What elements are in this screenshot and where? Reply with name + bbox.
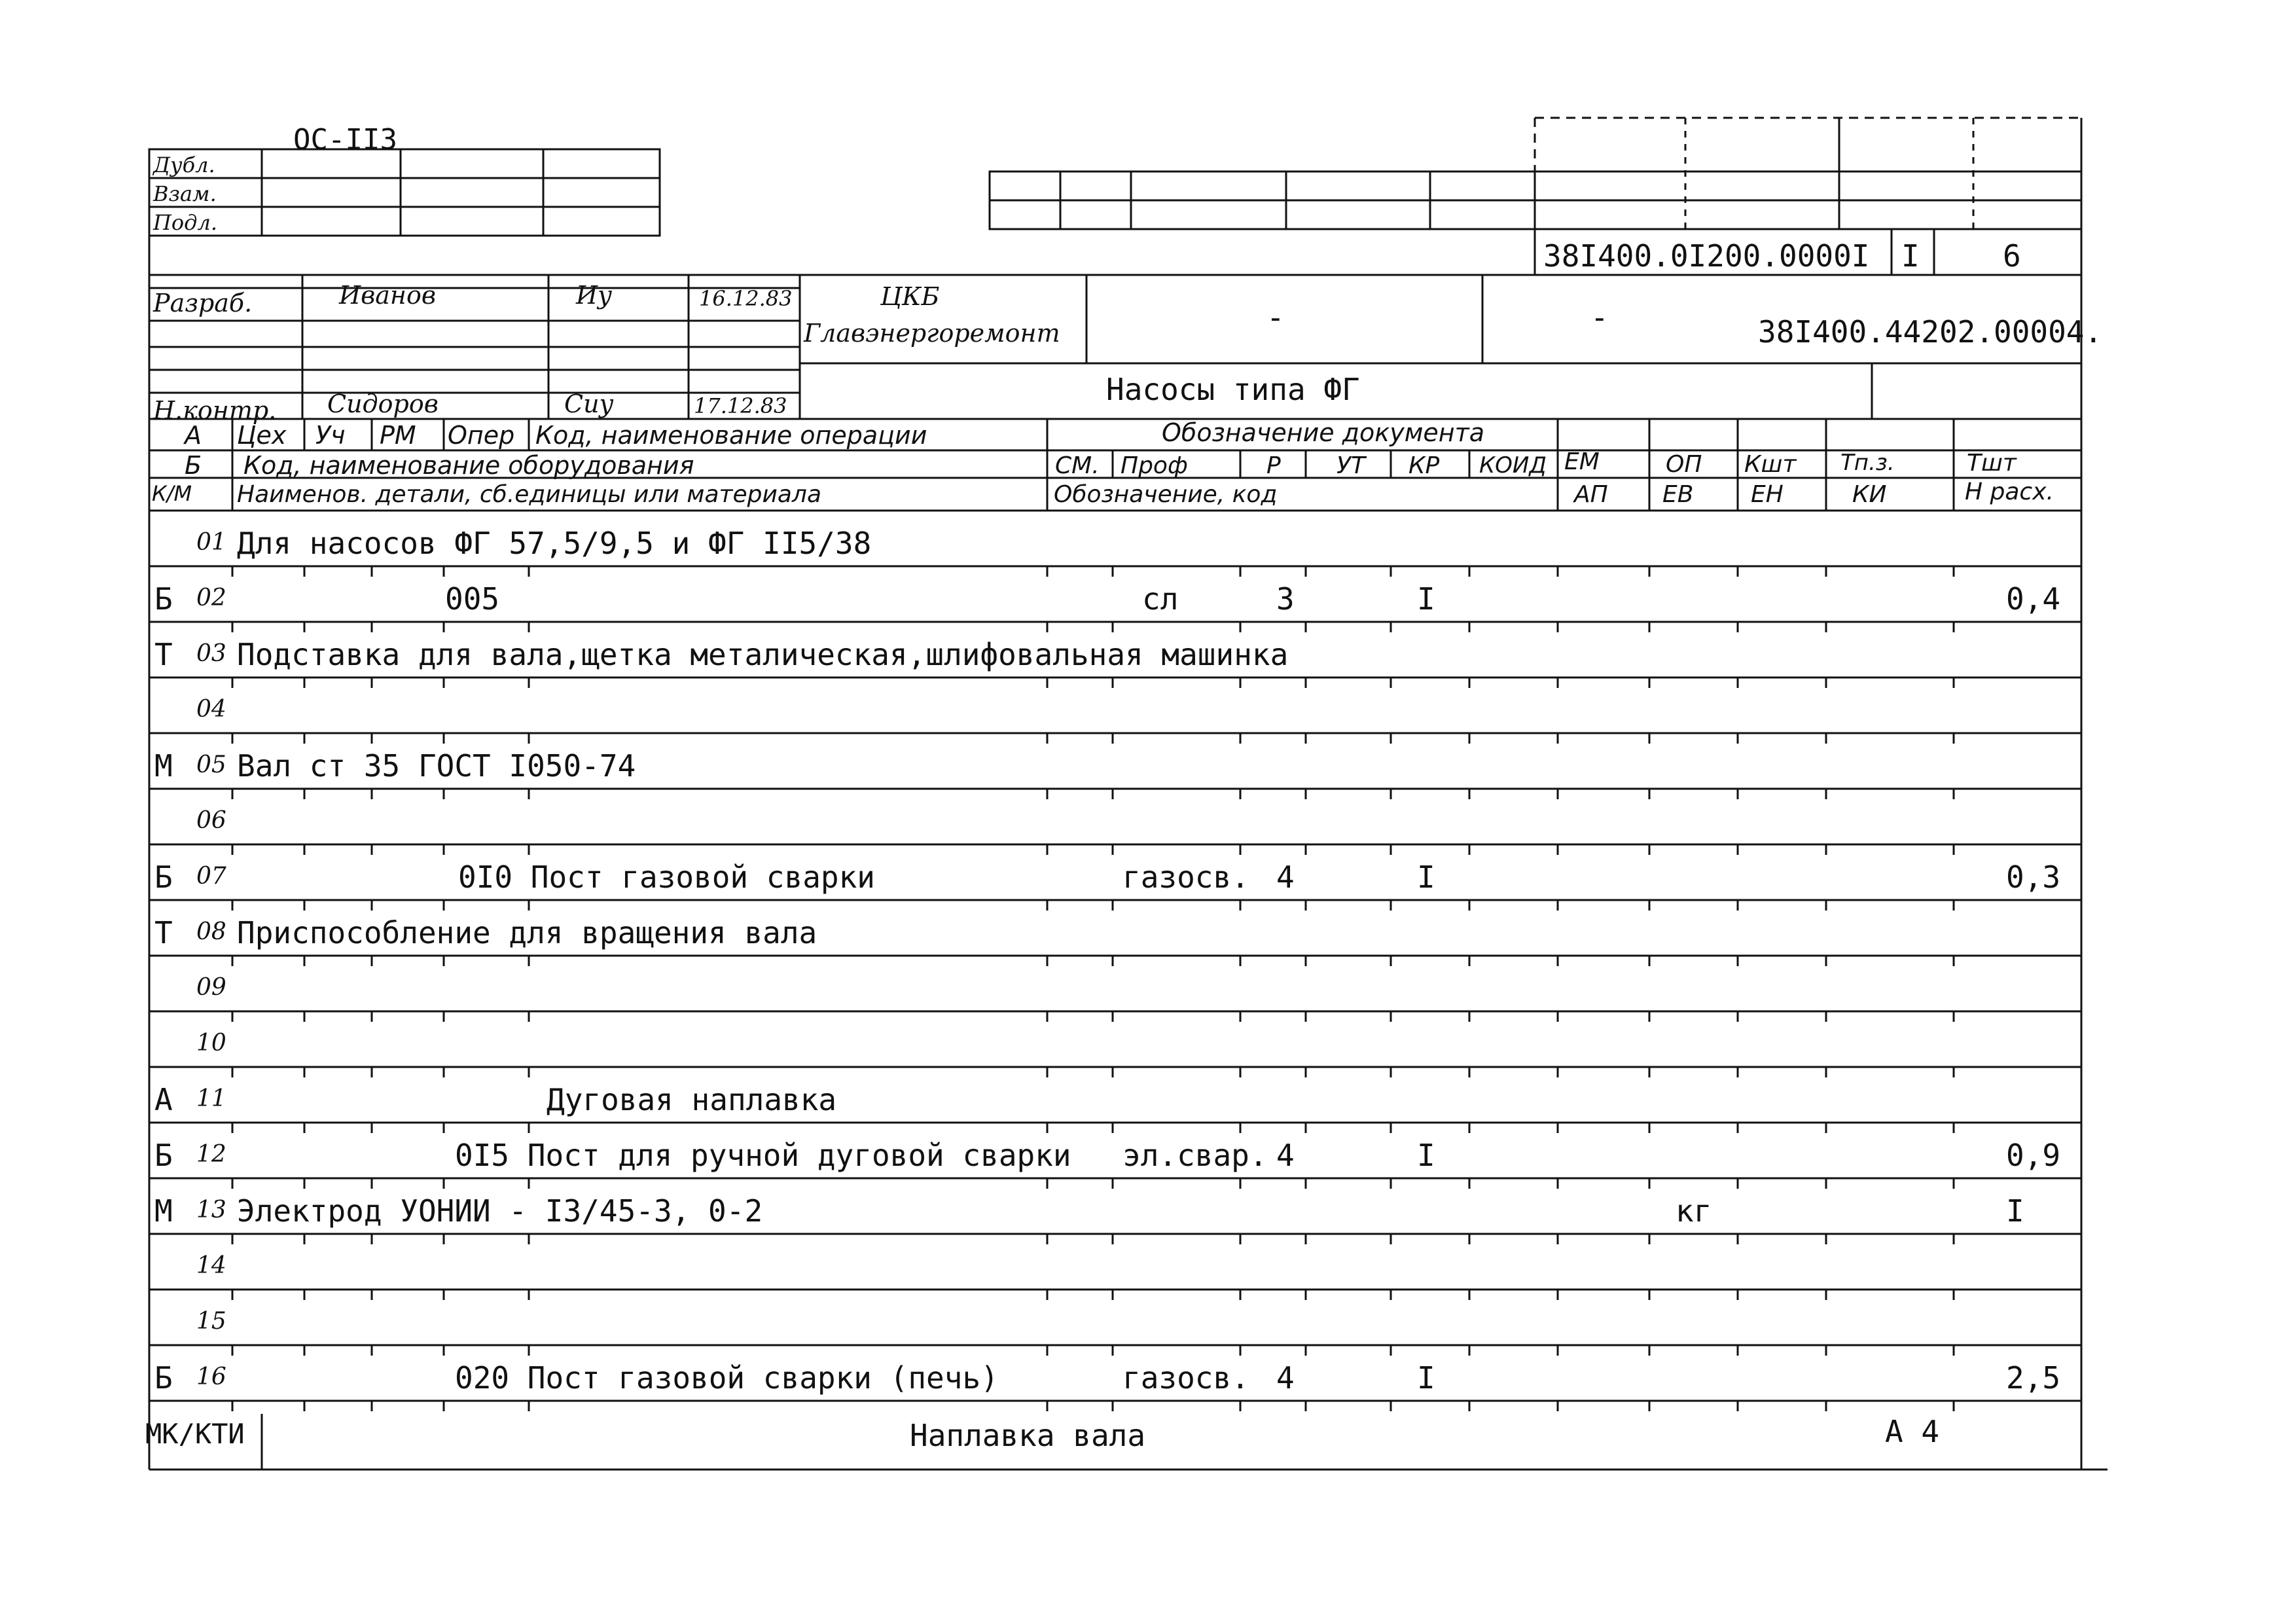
row-number: 12 bbox=[196, 1141, 226, 1168]
hdr-uch: Уч bbox=[315, 421, 346, 450]
razrab-signature: Иу bbox=[576, 281, 613, 310]
row-prefix: Б bbox=[154, 1138, 173, 1173]
hdr-kst: Кшт bbox=[1744, 451, 1797, 478]
row-content: Для насосов ФГ 57,5/9,5 и ФГ II5/38 bbox=[237, 526, 872, 561]
hdr-tsekh: Цех bbox=[237, 421, 287, 450]
hdr-en: ЕН bbox=[1751, 481, 1784, 508]
row-number: 13 bbox=[196, 1197, 226, 1223]
row-number: 14 bbox=[196, 1252, 226, 1279]
row-profession: газосв. bbox=[1122, 1360, 1249, 1396]
org-name-line2: Главэнергоремонт bbox=[804, 319, 1060, 348]
hdr-tsht: Тшт bbox=[1967, 450, 2017, 477]
org-name-line1: ЦКБ bbox=[880, 282, 940, 311]
hdr-koid: КОИД bbox=[1479, 452, 1547, 478]
footer-format: А 4 bbox=[1885, 1414, 1940, 1449]
row-profession: газосв. bbox=[1122, 859, 1249, 895]
row-prefix: М bbox=[154, 748, 173, 784]
left-stamp-box bbox=[149, 149, 660, 236]
row-content: Электрод УОНИИ - I3/45-3, 0-2 bbox=[237, 1193, 763, 1229]
row-number: 03 bbox=[196, 640, 226, 667]
row-number: 05 bbox=[196, 751, 226, 778]
razrab-label: Разраб. bbox=[153, 289, 253, 317]
row-profession: эл.свар. bbox=[1122, 1138, 1268, 1173]
hdr-ut: УТ bbox=[1336, 452, 1365, 479]
hdr-prof: Проф bbox=[1121, 452, 1188, 479]
hdr-tpz: Тп.з. bbox=[1840, 450, 1895, 476]
row-prefix: Т bbox=[154, 637, 173, 672]
row-time: 0,3 bbox=[2006, 859, 2061, 895]
row-workers: I bbox=[1417, 581, 1435, 617]
nkontr-date: 17.12.83 bbox=[694, 393, 787, 418]
row-number: 10 bbox=[196, 1030, 226, 1056]
hdr-b: Б bbox=[185, 451, 202, 480]
row-number: 16 bbox=[196, 1363, 226, 1390]
row-number: 09 bbox=[196, 974, 226, 1001]
row-prefix: Б bbox=[154, 1360, 173, 1396]
hdr-equipment: Код, наименование оборудования bbox=[243, 451, 694, 480]
footer-title: Наплавка вала bbox=[910, 1418, 1146, 1453]
row-workers: I bbox=[1417, 1360, 1435, 1396]
row-time: 0,4 bbox=[2006, 581, 2061, 617]
razrab-name: Иванов bbox=[339, 281, 436, 310]
nkontr-name: Сидоров bbox=[327, 389, 439, 418]
nkontr-label: Н.контр. bbox=[153, 396, 277, 425]
product-code: 38I400.44202.00004. bbox=[1758, 314, 2103, 350]
dash-field-1: - bbox=[1266, 300, 1285, 335]
row-time: 0,9 bbox=[2006, 1138, 2061, 1173]
row-number: 01 bbox=[196, 529, 226, 556]
row-prefix: Т bbox=[154, 915, 173, 950]
row-prefix: М bbox=[154, 1193, 173, 1229]
hdr-oper: Опер bbox=[448, 421, 515, 450]
hdr-detail: Наименов. детали, сб.единицы или материала bbox=[237, 481, 822, 508]
row-content: 0I0 Пост газовой сварки bbox=[458, 859, 875, 895]
row-number: 11 bbox=[196, 1085, 226, 1112]
row-category: 3 bbox=[1276, 581, 1295, 617]
hdr-designation-code: Обозначение, код bbox=[1054, 481, 1278, 508]
hdr-doc-designation: Обозначение документа bbox=[1162, 418, 1485, 447]
form-code: ОС-II3 bbox=[293, 123, 397, 156]
row-number: 04 bbox=[196, 696, 226, 723]
nkontr-signature: Сиу bbox=[564, 389, 614, 418]
row-workers: I bbox=[1417, 1138, 1435, 1173]
row-content: Дуговая наплавка bbox=[547, 1082, 837, 1117]
row-content: 005 bbox=[445, 581, 500, 617]
hdr-op: ОП bbox=[1666, 451, 1702, 478]
hdr-ap: АП bbox=[1574, 481, 1608, 508]
row-content: 0I5 Пост для ручной дуговой сварки bbox=[455, 1138, 1071, 1173]
row-time: I bbox=[2006, 1193, 2024, 1229]
stamp-label-dubl: Дубл. bbox=[153, 153, 215, 177]
hdr-nras: Н расх. bbox=[1965, 478, 2054, 505]
row-prefix: А bbox=[154, 1082, 173, 1117]
row-category: 4 bbox=[1276, 1138, 1295, 1173]
sheet-letter: I bbox=[1901, 238, 1920, 274]
row-time: 2,5 bbox=[2006, 1360, 2061, 1396]
dash-field-2: - bbox=[1590, 300, 1609, 335]
row-number: 06 bbox=[196, 807, 226, 834]
hdr-sm: СМ. bbox=[1055, 452, 1100, 479]
product-name: Насосы типа ФГ bbox=[1106, 372, 1360, 407]
row-prefix: Б bbox=[154, 859, 173, 895]
hdr-ki: КИ bbox=[1852, 481, 1887, 508]
razrab-date: 16.12.83 bbox=[699, 286, 793, 311]
row-number: 02 bbox=[196, 585, 226, 611]
row-content: 020 Пост газовой сварки (печь) bbox=[455, 1360, 999, 1396]
row-number: 08 bbox=[196, 918, 226, 945]
row-number: 07 bbox=[196, 863, 226, 890]
row-number: 15 bbox=[196, 1308, 226, 1335]
footer-form-type: МК/КТИ bbox=[145, 1418, 245, 1450]
hdr-rm: РМ bbox=[380, 421, 416, 450]
row-content: Подставка для вала,щетка металическая,шлифовальная машинка bbox=[237, 637, 1289, 672]
hdr-em: ЕМ bbox=[1564, 448, 1600, 475]
row-unit: кг bbox=[1676, 1193, 1712, 1229]
row-prefix: Б bbox=[154, 581, 173, 617]
document-number: 38I400.0I200.0000I bbox=[1543, 238, 1870, 274]
row-category: 4 bbox=[1276, 1360, 1295, 1396]
hdr-k: К/М bbox=[152, 481, 192, 506]
stamp-label-vzam: Взам. bbox=[153, 181, 217, 206]
sheet-count: 6 bbox=[2003, 238, 2021, 274]
hdr-ev: ЕВ bbox=[1662, 481, 1694, 508]
row-profession: сл bbox=[1142, 581, 1179, 617]
stamp-label-podl: Подл. bbox=[153, 210, 217, 235]
hdr-kr: КР bbox=[1408, 452, 1440, 479]
hdr-op-name: Код, наименование операции bbox=[535, 421, 927, 450]
row-workers: I bbox=[1417, 859, 1435, 895]
hdr-a: А bbox=[185, 421, 202, 450]
hdr-r: Р bbox=[1266, 452, 1281, 479]
row-content: Вал ст 35 ГОСТ I050-74 bbox=[237, 748, 636, 784]
row-content: Приспособление для вращения вала bbox=[237, 915, 817, 950]
row-category: 4 bbox=[1276, 859, 1295, 895]
